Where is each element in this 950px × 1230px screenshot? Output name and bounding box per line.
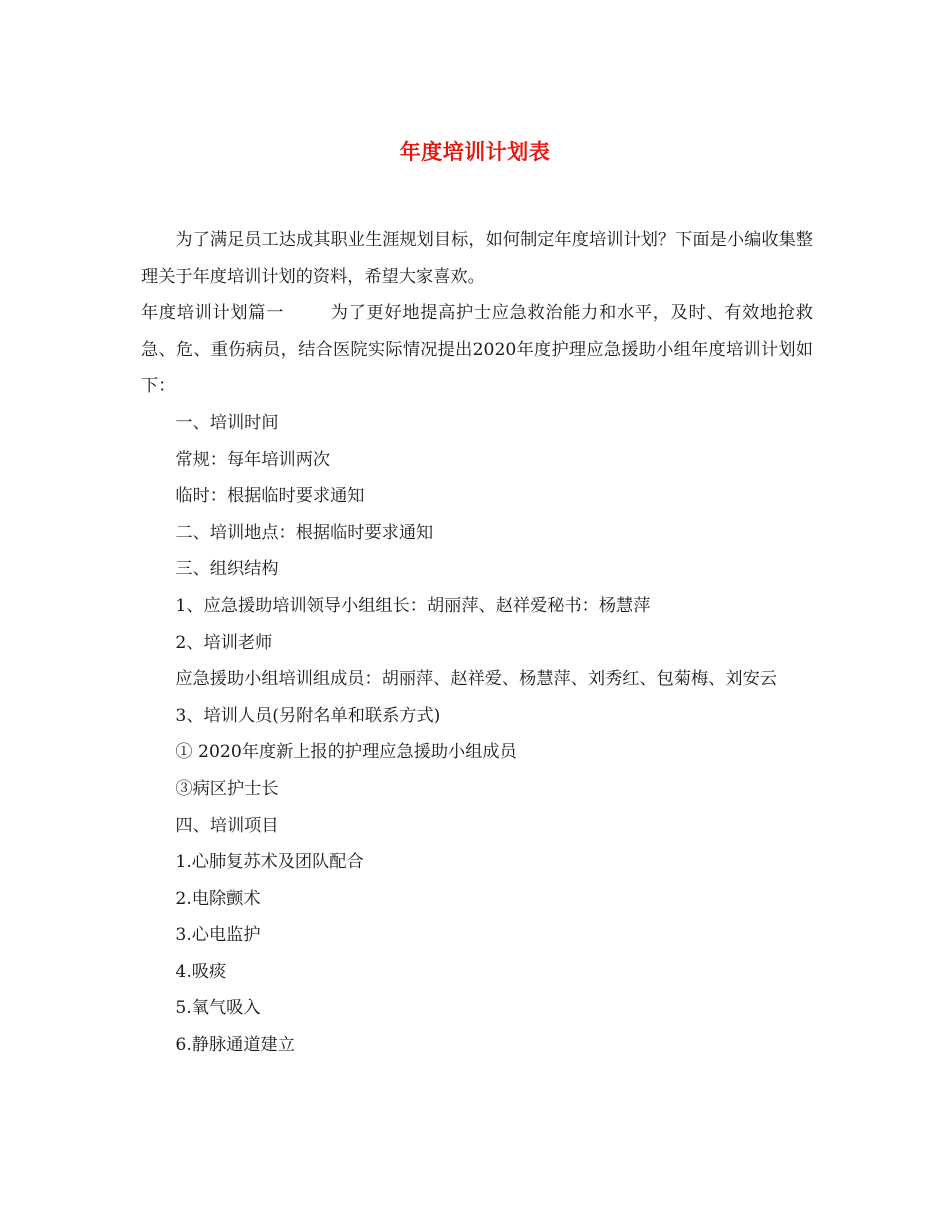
list-item: 6.静脉通道建立 <box>175 1035 295 1056</box>
line-leadership-group: 1、应急援助培训领导小组组长：胡丽萍、赵祥爱秘书：杨慧萍 <box>175 595 651 616</box>
list-item: 3.心电监护 <box>175 925 261 946</box>
line-trainers: 2、培训老师 <box>175 632 273 653</box>
line-temporary: 临时：根据临时要求通知 <box>175 486 365 507</box>
section-body: 为了更好地提高护士应急救治能力和水平，及时、有效地抢救急、危、重伤病员，结合医院实际情况提出2020年度护理应急援助小组年度培训计划如下： <box>141 303 813 397</box>
section-heading: 年度培训计划篇一 <box>141 303 285 324</box>
list-item: 5.氧气吸入 <box>175 998 261 1019</box>
document-title: 年度培训计划表 <box>399 140 551 164</box>
section-paragraph <box>141 295 813 405</box>
line-trainee-head-nurses: ③病区护士长 <box>175 778 279 799</box>
line-training-time: 一、培训时间 <box>175 412 279 433</box>
list-item: 2.电除颤术 <box>175 888 261 909</box>
list-item: 1.心肺复苏术及团队配合 <box>175 852 364 873</box>
intro-paragraph: 为了满足员工达成其职业生涯规划目标，如何制定年度培训计划？下面是小编收集整理关于年度培训计划的资料，希望大家喜欢。 <box>141 230 813 287</box>
line-trainer-members: 应急援助小组培训组成员：胡丽萍、赵祥爱、杨慧萍、刘秀红、包菊梅、刘安云 <box>175 669 777 690</box>
list-item: 4.吸痰 <box>175 961 227 982</box>
line-regular: 常规：每年培训两次 <box>175 449 331 470</box>
document-body <box>141 222 813 1064</box>
line-organization: 三、组织结构 <box>175 559 279 580</box>
line-trainees: 3、培训人员(另附名单和联系方式) <box>175 705 441 726</box>
line-training-items: 四、培训项目 <box>175 815 279 836</box>
line-training-location: 二、培训地点：根据临时要求通知 <box>175 522 434 543</box>
line-trainee-new-members: ① 2020年度新上报的护理应急援助小组成员 <box>175 742 517 763</box>
